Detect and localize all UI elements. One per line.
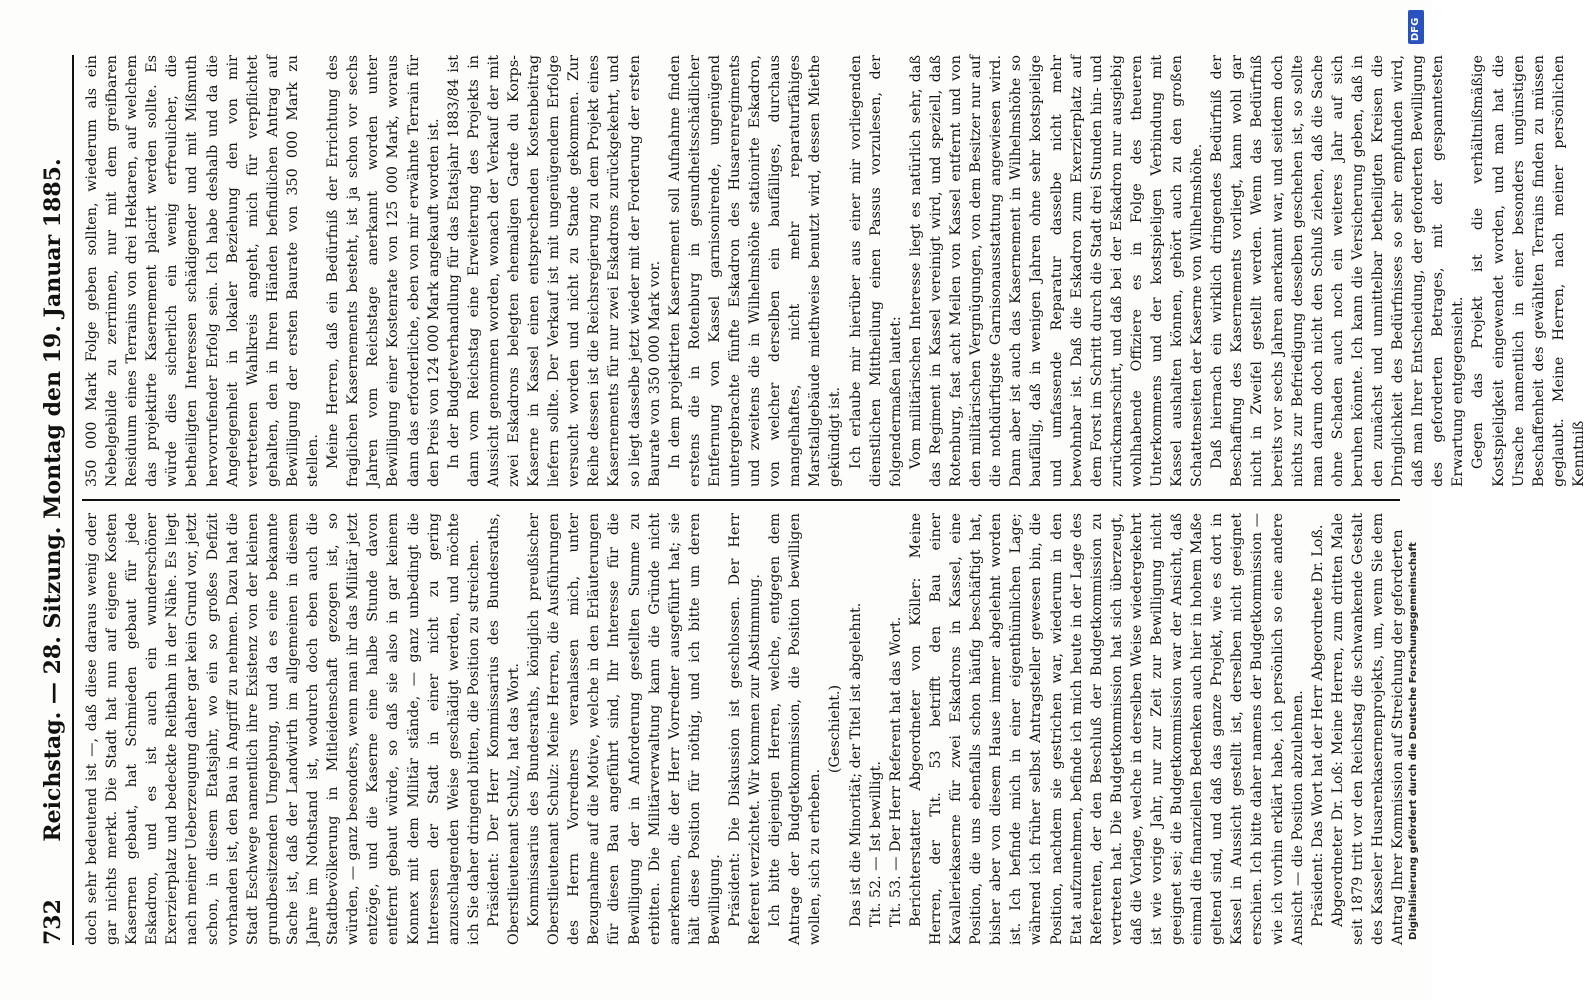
paragraph: Gegen das Projekt ist die verhältnißmäßige Kostspieligkeit eingewendet worden, und man hat die Ursache namentlich in einer besonders ungünstigen Beschaffenheit des gewählten Terrains finden zu müssen geglaubt. Meine Herren, nach meiner persönlichen Kenntniß [1470, 55, 1587, 487]
paragraph: Tit. 52. — Ist bewilligt. [867, 761, 884, 927]
paragraph: Das ist die Minorität; der Titel ist abgelehnt. [847, 602, 864, 927]
paragraph: Kommissarius des Bundesraths, königlich preußischer Oberstlieutenant Schulz: Meine Herren, die Ausführungen des Herrn Vorredners veranlassen mich, unter Bezugnahme auf die Motive, welche in den Erläuterungen für diesen Bau angeführt sind, Ihr Interesse für die Bewilligung der in Anforderung gestellten Summe zu erbitten. Die Militärverwaltung kann die Gründe nicht anerkennen, die der Herr Vorredner ausgeführt hat; sie hält diese Position für nöthig, und ich bitte um deren Bewilligung. [526, 513, 723, 945]
paragraph: doch sehr bedeutend ist —, daß diese daraus wenig oder gar nichts merkt. Die Stadt hat nun auf eigene Kosten Kasernen gebaut, hat Schmieden gebaut für jede Eskadron, und es ist auch ein wunderschöner Exerzierplatz und bedeckte Reitbahn in der Nähe. Es liegt nach meiner Ueberzeugung daher gar kein Grund vor, jetzt schon, in diesem Etatsjahr, wo ein so großes Defizit vorhanden ist, den Bau in Angriff zu nehmen. Dazu hat die Stadt Eschwege namentlich ihre Existenz von der kleinen grundbesitzenden Umgebung, und da es eine bekannte Sache ist, daß der Landwirth im allgemeinen in diesem Jahre im Nothstand ist, wodurch doch eben auch die Stadtbevölkerung in Mitleidenschaft gezogen ist, so würden, — ganz besonders, wenn man ihr das Militär jetzt entzöge, und die Kaserne eine halbe Stunde davon entfernt gebaut würde, so daß sie also in gar keinem Konnex mit dem Militär stände, — ganz unbedingt die Interessen der Stadt in einer nicht zu gering anzuschlagenden Weise geschädigt werden, und möchte ich Sie daher dringend bitten, die Position zu streichen. [84, 513, 482, 945]
paragraph: Meine Herren, daß ein Bedürfniß der Errichtung des fraglichen Kasernements besteht, ist ja schon vor sechs Jahren vom Reichstage anerkannt worden unter Bewilligung einer Kostenrate von 125 000 Mark, woraus dann das erforderliche, eben von mir erwähnte Terrain für den Preis von 124 000 Mark angekauft worden ist. [325, 55, 442, 487]
paragraph: Tit. 53. — Der Herr Referent hat das Wort. [887, 616, 904, 927]
paragraph: Berichterstatter Abgeordneter von Köller: Meine Herren, der Tit. 53 betrifft den Bau einer Kavalleriekaserne für zwei Eskadrons in Kassel, eine Position, die uns ebenfalls schon häufig beschäftigt hat, bisher aber von diesem Hause immer abgelehnt worden ist. Ich befinde mich in einer eigenthümlichen Lage; während ich früher selbst Antragsteller gewesen bin, die Position, nachdem sie gestrichen war, wiederum in den Etat aufzunehmen, befinde ich mich heute in der Lage des Referenten, der den Beschluß der Budgetkommission zu vertreten hat. Die Budgetkommission hat sich überzeugt, daß die Vorlage, welche in derselben Weise wiedergekehrt ist wie vorige Jahr, nur zur Zeit zur Bewilligung nicht geeignet sei; die Budgetkommission war der Ansicht, daß einmal die finanziellen Bedenken auch hier in hohem Maße geltend sind, und daß das ganze Projekt, wie es dort in Kassel in Aussicht gestellt ist, derselben nicht geeignet erschien. Ich bitte daher namens der Budgetkommission — wie ich vorhin erklärt habe, ich persönlich so eine andere Ansicht — die Position abzulehnen. [907, 513, 1306, 945]
column-divider [82, 499, 1400, 501]
paragraph: (Geschieht.) [827, 684, 844, 774]
paragraph: In dem projektirten Kasernement soll Aufnahme finden erstens die in Rotenburg in gesundheitsschädlicher Entfernung von Kassel garnisonirende, ungenügend untergebrachte fünfte Eskadron des Husarenregiments und zweitens die in Wilhelmshöhe stationirte Eskadron, von welcher derselben ein baufälliges, durchaus mangelhaftes, nicht mehr reparaturfähiges Marstallgebäude miethweise benutzt wird, dessen Miethe gekündigt ist. [666, 55, 844, 487]
paragraph: Präsident: Der Herr Kommissarius des Bundesraths, Oberstlieutenant Schulz, hat das Wort. [485, 513, 522, 945]
dfg-logo: DFG [1408, 10, 1424, 44]
dfg-stamp [1404, 10, 1428, 990]
paragraph: Daß hiernach ein wirklich dringendes Bedürfniß der Beschaffung des Kasernements vorliegt, kann wohl gar nicht in Zweifel gestellt werden. Wenn das Bedürfniß bereits vor sechs Jahren anerkannt war, und seitdem doch nichts zur Befriedigung desselben geschehen ist, so sollte man darum doch nicht den Schluß ziehen, daß die Sache ohne Schaden auch noch ein weiteres Jahr auf sich beruhen könnte. Ich kann die Versicherung geben, daß in den zunächst und unmittelbar betheiligten Kreisen die Dringlichkeit des Bedürfnisses so sehr empfunden wird, daß man Ihrer Entscheidung, der geforderten Bewilligung des geforderten Betrages, mit der gespanntesten Erwartung entgegensieht. [1209, 55, 1467, 487]
page-header [38, 55, 74, 945]
page-title: Reichstag. — 28. Sitzung. Montag den 19. Januar 1885. [40, 158, 66, 842]
paragraph: Präsident: Das Wort hat der Herr Abgeordnete Dr. Loß. [1309, 524, 1326, 927]
paragraph: 350 000 Mark Folge geben sollten, wiederum als ein Nebelgebilde zu zerrinnen, nur mit dem greifbaren Residuum eines Terrains von drei Hektaren, auf welchem das projektirte Kasernement placirt werden sollte. Es würde dies sicherlich ein wenig erfreulicher, die betheiligten Interessen schädigender und mit Mißmuth hervorrufender Erfolg sein. Ich habe deshalb und da die Angelegenheit in lokaler Beziehung den von mir vertretenen Wahlkreis angeht, mich für verpflichtet gehalten, den in Ihren Händen befindlichen Antrag auf Bewilligung der ersten Baurate von 350 000 Mark zu stellen. [84, 55, 322, 487]
page-number: 732 [40, 899, 66, 945]
paragraph: In der Budgetverhandlung für das Etatsjahr 1883/84 ist dann vom Reichstag eine Erweiterung des Projekts in Aussicht genommen worden, wonach der Verkauf der mit zwei Eskadrons belegten ehemaligen Garde du Korps-Kaserne in Kassel einen entsprechenden Kostenbeitrag liefern sollte. Der Verkauf ist mit ungenügendem Erfolge versucht worden und nicht zu Stande gekommen. Zur Reihe dessen ist die Reichsregierung zu dem Projekt eines Kasernements für nur zwei Eskadrons zurückgekehrt, und so liegt dasselbe jetzt wieder mit der Forderung der ersten Baurate von 350 000 Mark vor. [445, 55, 663, 487]
paragraph: Präsident: Die Diskussion ist geschlossen. Der Herr Referent verzichtet. Wir kommen zur Abstimmung. [727, 513, 764, 945]
right-column [82, 55, 1587, 487]
dfg-credit-text: Digitalisierung gefördert durch die Deutsche Forschungsgemeinschaft [1408, 542, 1419, 940]
paragraph: Ich erlaube mir hierüber aus einer mir vorliegenden dienstlichen Mittheilung einen Passus vorzulesen, der folgendermaßen lautet: [847, 55, 904, 487]
paragraph: Abgeordneter Dr. Loß: Meine Herren, zum dritten Male seit 1879 tritt vor den Reichstag die schwankende Gestalt des Kasseler Husarenkasernenprojekts, um, wenn Sie dem Antrag Ihrer Kommission auf Streichung der geforderten [1329, 513, 1407, 945]
paragraph: Ich bitte diejenigen Herren, welche, entgegen dem Antrage der Budgetkommission, die Position bewilligen wollen, sich zu erheben. [767, 513, 824, 945]
left-column [82, 513, 1407, 945]
paragraph: Vom militärischen Interesse liegt es natürlich sehr, daß das Regiment in Kassel vereinigt wird, und speziell, daß Rotenburg, fast acht Meilen von Kassel entfernt und von den militärischen Vergnügungen, von dem Besitzer nur auf die nothdürftigste Garnisonausstattung angewiesen wird. Dann aber ist auch das Kasernement in Wilhelmshöhe so baufällig, daß in wenigen Jahren ohne sehr kostspielige und umfassende Reparatur dasselbe nicht mehr bewohnbar ist. Daß die Eskadron zum Exerzierplatz auf dem Forst im Schritt durch die Stadt drei Stunden hin- und zurückmarschirt, und daß bei der Eskadron nur ausgiebig wohlhabende Offiziere es in Folge des theueren Unterkommens und der kostspieligen Verbindung mit Kassel aushalten können, gehört auch zu den großen Schattenseiten der Kaserne von Wilhelmshöhe. [907, 55, 1206, 487]
